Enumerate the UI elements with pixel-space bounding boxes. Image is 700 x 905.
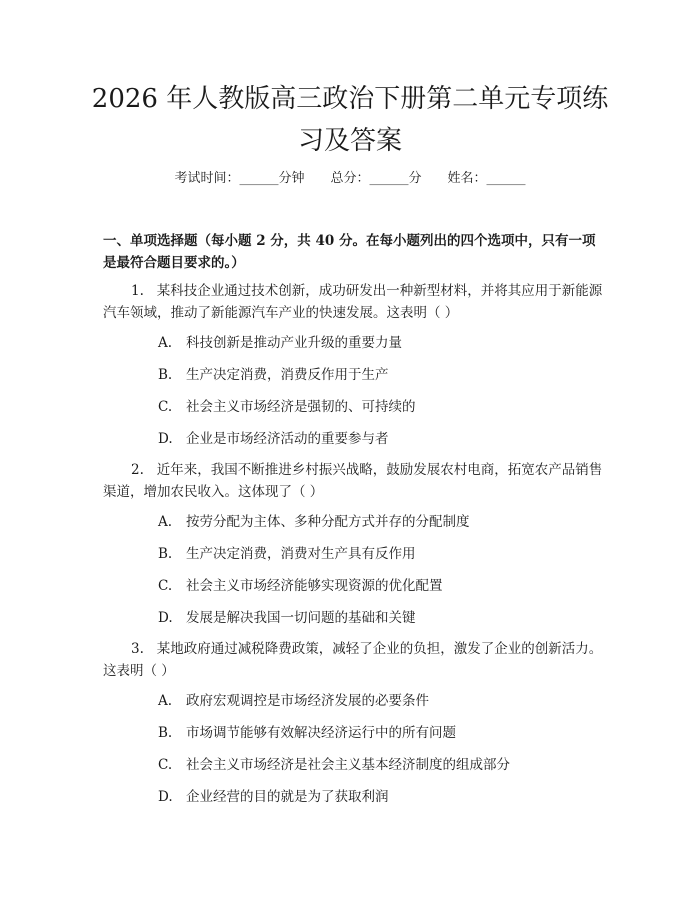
option-text: 按劳分配为主体、多种分配方式并存的分配制度 [186, 514, 470, 530]
option-letter: C. [158, 399, 173, 415]
option-letter: D. [158, 431, 173, 447]
option-letter: D. [158, 789, 173, 805]
option-text: 市场调节能够有效解决经济运行中的所有问题 [186, 725, 456, 741]
question-number: 3. [131, 641, 144, 657]
question-2-option-c [158, 576, 598, 596]
option-text: 社会主义市场经济是强韧的、可持续的 [186, 399, 416, 415]
question-1-option-d [158, 429, 598, 449]
option-text: 企业经营的目的就是为了获取利润 [186, 789, 389, 805]
question-2-option-a [158, 512, 598, 532]
option-letter: A. [158, 335, 173, 351]
option-text: 发展是解决我国一切问题的基础和关键 [186, 610, 416, 626]
exam-time-field: 考试时间：______分钟 [174, 171, 305, 186]
name-field: 姓名：______ [447, 171, 526, 186]
option-letter: C. [158, 578, 173, 594]
question-text: 近年来，我国不断推进乡村振兴战略，鼓励发展农村电商，拓宽农产品销售渠道，增加农民收入。这体现了（ ） [103, 462, 603, 500]
question-2-option-d [158, 608, 598, 628]
option-letter: A. [158, 693, 173, 709]
option-letter: B. [158, 367, 173, 383]
option-letter: C. [158, 757, 173, 773]
section-heading: 一、单项选择题（每小题 2 分，共 40 分。在每小题列出的四个选项中，只有一项是最符合题目要求的。） [103, 233, 596, 271]
option-letter: B. [158, 546, 173, 562]
question-3-option-b [158, 723, 598, 743]
option-text: 生产决定消费，消费对生产具有反作用 [186, 546, 416, 562]
question-2 [103, 459, 603, 503]
question-text: 某地政府通过减税降费政策，减轻了企业的负担，激发了企业的创新活力。这表明（ ） [103, 641, 603, 679]
option-text: 科技创新是推动产业升级的重要力量 [186, 335, 402, 351]
total-score-field: 总分：______分 [330, 171, 422, 186]
question-3-option-a [158, 691, 598, 711]
option-text: 社会主义市场经济能够实现资源的优化配置 [186, 578, 443, 594]
option-letter: D. [158, 610, 173, 626]
exam-info-line [0, 170, 700, 188]
question-1 [103, 280, 603, 324]
option-text: 社会主义市场经济是社会主义基本经济制度的组成部分 [186, 757, 510, 773]
option-text: 政府宏观调控是市场经济发展的必要条件 [186, 693, 429, 709]
question-1-option-b [158, 365, 598, 385]
question-3 [103, 638, 603, 682]
question-3-option-d [158, 787, 598, 807]
option-letter: A. [158, 514, 173, 530]
option-letter: B. [158, 725, 173, 741]
question-text: 某科技企业通过技术创新，成功研发出一种新型材料，并将其应用于新能源汽车领域，推动了新能源汽车产业的快速发展。这表明（ ） [103, 283, 603, 321]
question-1-option-c [158, 397, 598, 417]
question-3-option-c [158, 755, 598, 775]
question-number: 2. [131, 462, 144, 478]
document-title: 2026 年人教版高三政治下册第二单元专项练习及答案 [91, 84, 609, 156]
question-2-option-b [158, 544, 598, 564]
option-text: 生产决定消费，消费反作用于生产 [186, 367, 389, 383]
option-text: 企业是市场经济活动的重要参与者 [186, 431, 389, 447]
question-1-option-a [158, 333, 598, 353]
question-number: 1. [131, 283, 144, 299]
